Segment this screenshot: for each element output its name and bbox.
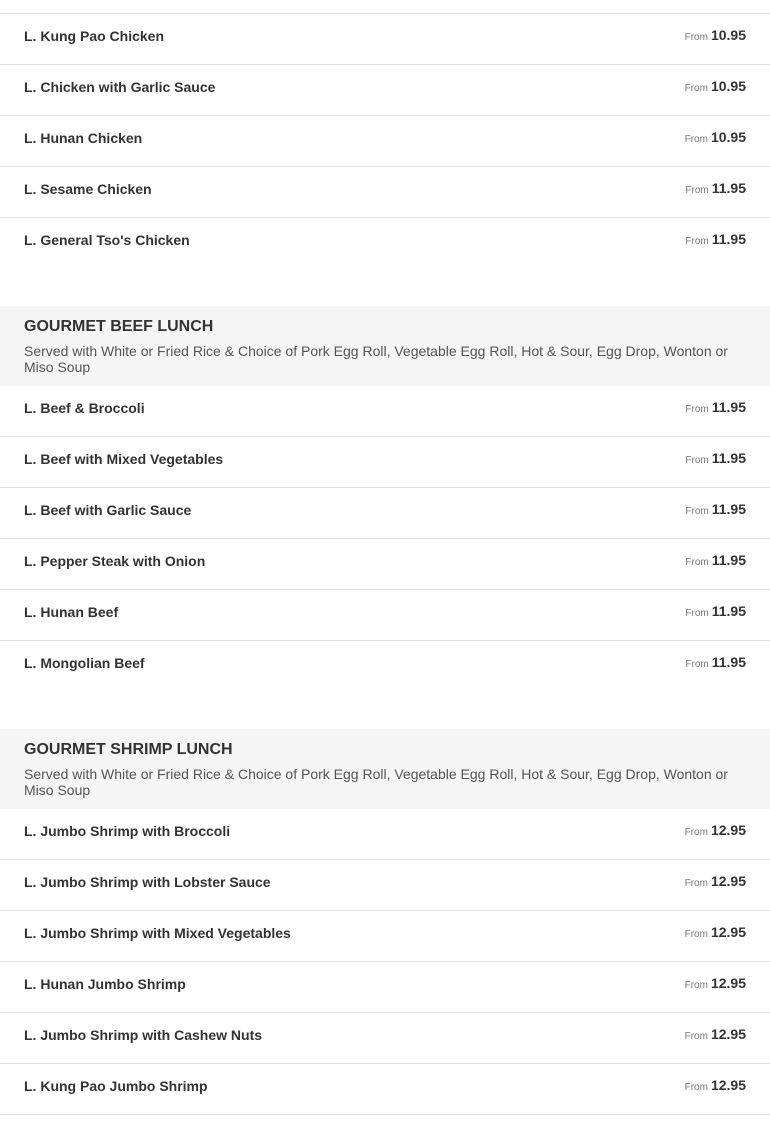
menu-item[interactable] xyxy=(0,1013,770,1064)
menu-item-name: L. Kung Pao Chicken xyxy=(24,28,165,44)
price-prefix: From xyxy=(684,827,708,838)
menu-item[interactable] xyxy=(0,218,770,268)
price-prefix: From xyxy=(685,185,709,196)
price-value: 12.95 xyxy=(710,975,746,991)
menu-item-name: L. Hunan Chicken xyxy=(24,130,143,146)
section-header xyxy=(0,306,770,386)
price-value: 12.95 xyxy=(710,1026,746,1042)
menu-item-name: L. Chicken with Garlic Sauce xyxy=(24,79,216,95)
price-prefix: From xyxy=(684,929,708,940)
menu-item-price xyxy=(685,27,746,46)
price-prefix: From xyxy=(684,134,708,145)
menu-item[interactable] xyxy=(0,437,770,488)
price-prefix: From xyxy=(685,608,709,619)
section-header xyxy=(0,729,770,809)
section-title: GOURMET SHRIMP LUNCH xyxy=(24,741,233,758)
price-prefix: From xyxy=(685,506,709,517)
menu-item-name: L. Pepper Steak with Onion xyxy=(24,553,206,569)
menu-item[interactable] xyxy=(0,590,770,641)
menu-item[interactable] xyxy=(0,911,770,962)
menu-item-name: L. Beef with Garlic Sauce xyxy=(24,502,192,518)
price-value: 12.95 xyxy=(710,822,746,838)
menu-item-price xyxy=(685,1077,746,1096)
price-prefix: From xyxy=(685,404,709,415)
price-prefix: From xyxy=(685,659,709,670)
menu-item[interactable] xyxy=(0,488,770,539)
menu-item-name: L. Jumbo Shrimp with Broccoli xyxy=(24,823,231,839)
price-prefix: From xyxy=(684,32,708,43)
price-value: 12.95 xyxy=(710,924,746,940)
menu-item[interactable] xyxy=(0,386,770,437)
price-value: 12.95 xyxy=(710,873,746,889)
price-value: 11.95 xyxy=(711,603,746,619)
section-spacer xyxy=(0,268,770,306)
menu-item-name: L. Sesame Chicken xyxy=(24,181,152,197)
price-value: 11.95 xyxy=(711,231,746,247)
menu-item[interactable] xyxy=(0,116,770,167)
menu-item[interactable] xyxy=(0,539,770,590)
price-value: 11.95 xyxy=(711,654,746,670)
menu-item-name: L. Hunan Jumbo Shrimp xyxy=(24,976,186,992)
menu-item-name: L. Kung Pao Jumbo Shrimp xyxy=(24,1078,208,1094)
menu-item[interactable] xyxy=(0,1064,770,1115)
menu-item-price xyxy=(685,450,746,469)
section-title: GOURMET BEEF LUNCH xyxy=(24,318,214,335)
menu-item-price xyxy=(685,603,746,622)
section-description: Served with White or Fried Rice & Choice of Pork Egg Roll, Vegetable Egg Roll, Hot & Sour, Egg Drop, Wonton or Miso Soup xyxy=(24,766,728,798)
menu-item-price xyxy=(685,975,746,994)
price-value: 12.95 xyxy=(710,1077,746,1093)
menu-item-price xyxy=(685,501,746,520)
menu-item-price xyxy=(685,1026,746,1045)
menu-item-price xyxy=(685,78,746,97)
menu-item-price xyxy=(685,399,746,418)
menu-item-price xyxy=(685,924,746,943)
menu-item[interactable] xyxy=(0,14,770,65)
top-divider xyxy=(0,0,770,14)
menu-section-shrimp-lunch xyxy=(0,729,770,1115)
price-value: 10.95 xyxy=(710,27,746,43)
menu-section-chicken-lunch xyxy=(0,14,770,268)
price-value: 11.95 xyxy=(711,399,746,415)
menu-item-name: L. Beef & Broccoli xyxy=(24,400,145,416)
price-prefix: From xyxy=(685,455,709,466)
menu-item-price xyxy=(685,552,746,571)
menu-section-beef-lunch xyxy=(0,306,770,691)
menu-item[interactable] xyxy=(0,809,770,860)
menu-item-price xyxy=(685,873,746,892)
price-value: 11.95 xyxy=(711,180,746,196)
price-prefix: From xyxy=(685,236,709,247)
price-prefix: From xyxy=(684,980,708,991)
menu-item-price xyxy=(685,129,746,148)
menu-item[interactable] xyxy=(0,641,770,691)
menu-item[interactable] xyxy=(0,167,770,218)
price-prefix: From xyxy=(684,1031,708,1042)
price-value: 10.95 xyxy=(710,78,746,94)
section-spacer xyxy=(0,691,770,729)
price-prefix: From xyxy=(684,878,708,889)
menu-item-price xyxy=(685,231,746,250)
menu-item-price xyxy=(685,822,746,841)
menu-item-price xyxy=(685,654,746,673)
price-prefix: From xyxy=(685,557,709,568)
section-description: Served with White or Fried Rice & Choice of Pork Egg Roll, Vegetable Egg Roll, Hot & Sour, Egg Drop, Wonton or Miso Soup xyxy=(24,343,728,375)
price-value: 11.95 xyxy=(711,552,746,568)
price-prefix: From xyxy=(684,1082,708,1093)
menu-item-name: L. Beef with Mixed Vegetables xyxy=(24,451,224,467)
menu-item-name: L. General Tso's Chicken xyxy=(24,232,190,248)
menu-item-name: L. Hunan Beef xyxy=(24,604,119,620)
menu-item-name: L. Mongolian Beef xyxy=(24,655,145,671)
menu-item-name: L. Jumbo Shrimp with Mixed Vegetables xyxy=(24,925,291,941)
price-value: 11.95 xyxy=(711,450,746,466)
menu-item-price xyxy=(685,180,746,199)
menu-item[interactable] xyxy=(0,962,770,1013)
menu-item[interactable] xyxy=(0,65,770,116)
menu-item[interactable] xyxy=(0,860,770,911)
price-value: 11.95 xyxy=(711,501,746,517)
price-prefix: From xyxy=(684,83,708,94)
price-value: 10.95 xyxy=(710,129,746,145)
menu-item-name: L. Jumbo Shrimp with Cashew Nuts xyxy=(24,1027,263,1043)
menu-item-name: L. Jumbo Shrimp with Lobster Sauce xyxy=(24,874,271,890)
